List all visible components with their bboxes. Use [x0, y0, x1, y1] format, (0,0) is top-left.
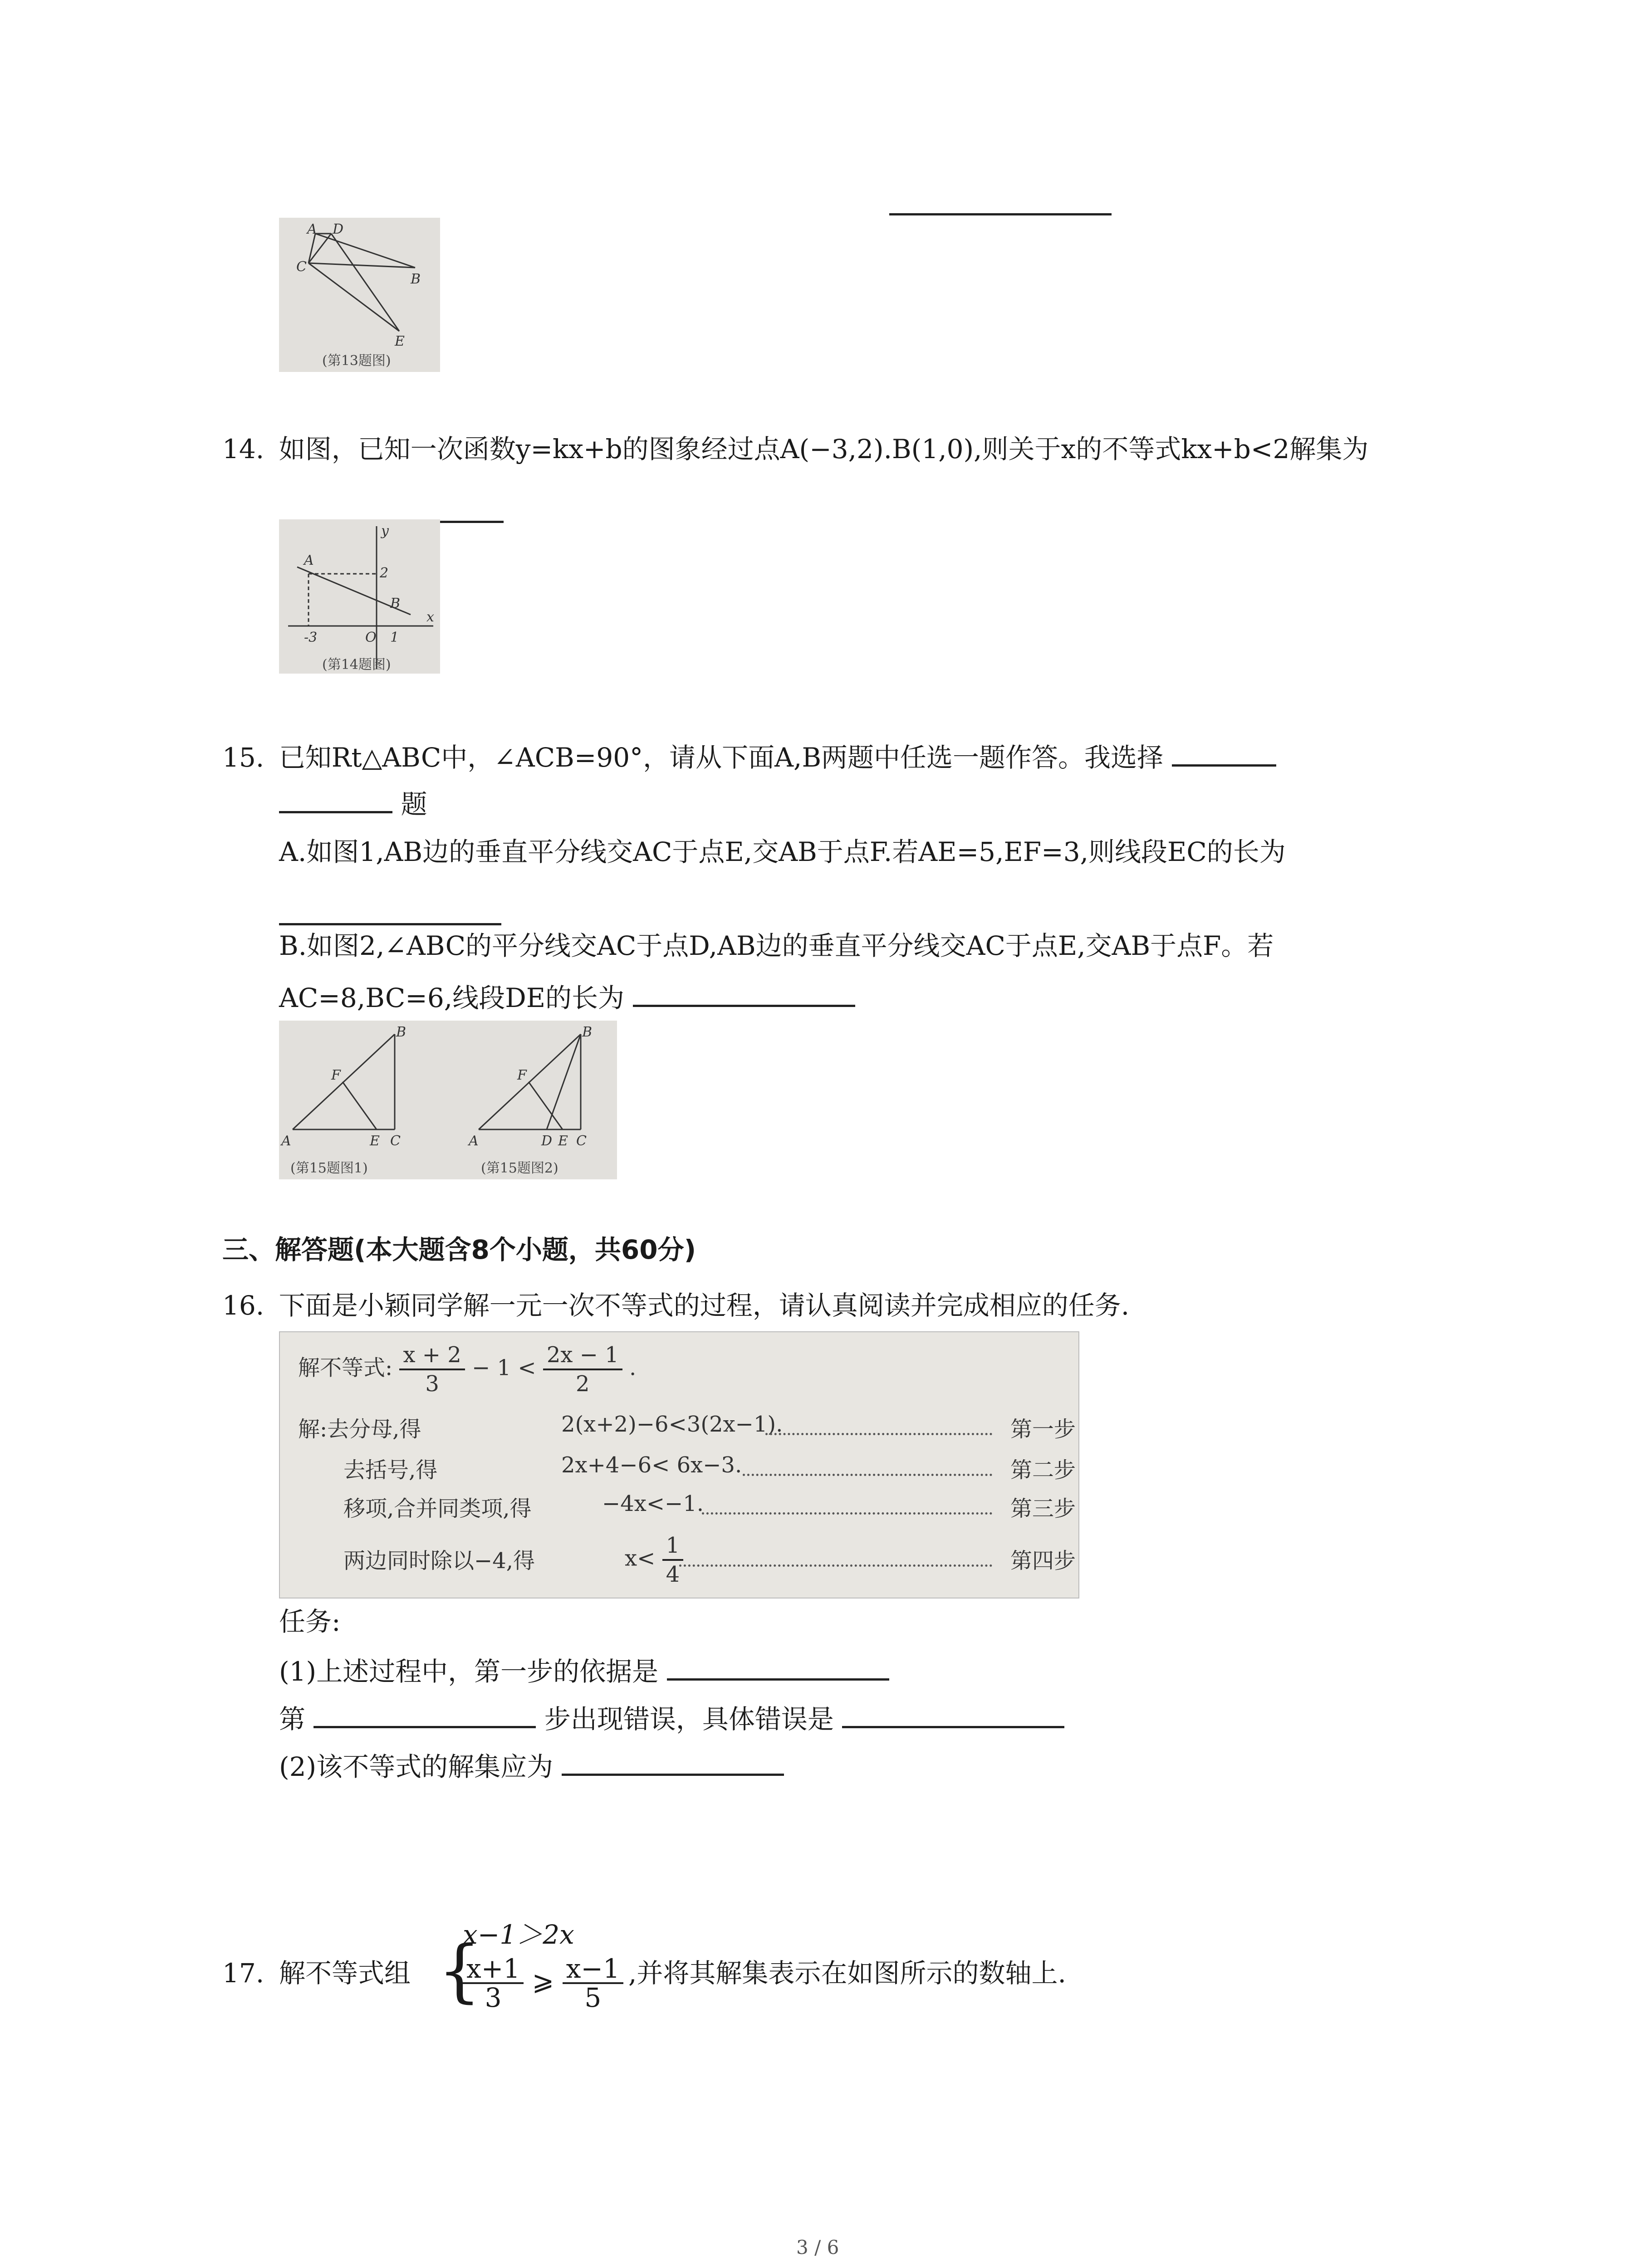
q16-step2-dots — [743, 1474, 992, 1476]
q16-step4-expr-wrap — [625, 1532, 683, 1588]
q15-part-b-line1: B.如图2,∠ABC的平分线交AC于点D,AB边的垂直平分线交AC于点E,交AB于点F。若 — [279, 930, 1274, 961]
q16-step4-frac-num: 1 — [662, 1532, 684, 1561]
q16-frac1-num: x + 2 — [399, 1341, 465, 1370]
q16-step4-frac-den: 4 — [666, 1562, 680, 1587]
q16-step4-label: 两边同时除以−4,得 — [343, 1548, 535, 1574]
q15-diagrams — [279, 1021, 617, 1179]
q16-step2-expr: 2x+4−6< 6x−3. — [561, 1452, 742, 1478]
q16-step1-dots — [765, 1433, 992, 1435]
q16-frac1 — [399, 1341, 465, 1398]
q14-number: 14. — [222, 434, 265, 464]
q13-caption: (第13题图) — [322, 353, 391, 369]
q17-ineq2-left-den: 3 — [485, 1982, 502, 2013]
q13-label-e: E — [395, 333, 405, 349]
q17-ineq2-left-num: x+1 — [463, 1955, 524, 1984]
q15-fig2-label-b: B — [582, 1024, 593, 1040]
q15-fig1-label-c: C — [390, 1133, 401, 1149]
q15-fig1-label-a: A — [281, 1133, 291, 1149]
q14-label-2: 2 — [380, 565, 389, 581]
q16-step4-dots — [679, 1564, 992, 1567]
q13-figure — [279, 218, 440, 372]
q14-label-1: 1 — [390, 630, 399, 645]
q15-part-a-blank[interactable] — [279, 923, 501, 925]
q13-diagram — [279, 218, 440, 372]
q13-label-d: D — [333, 221, 344, 237]
q17-ineq2-op: ⩾ — [532, 1965, 554, 1997]
q15-part-b-blank[interactable] — [633, 978, 855, 1007]
q16-task1-b-blank-step[interactable] — [314, 1699, 536, 1728]
q16-task1-b-mid: 步出现错误，具体错误是 — [544, 1704, 834, 1735]
q16-step3-label: 移项,合并同类项,得 — [343, 1496, 532, 1521]
q16-frac2 — [543, 1341, 622, 1398]
q16-step1-step: 第一步 — [1010, 1417, 1076, 1442]
q14-answer-blank[interactable] — [440, 521, 504, 523]
top-answer-blank[interactable] — [889, 213, 1112, 215]
q16-task1-a-text: (1)上述过程中，第一步的依据是 — [279, 1656, 659, 1687]
q16-task1-b-prefix: 第 — [279, 1704, 306, 1735]
q16-step1-label: 解:去分母,得 — [298, 1417, 421, 1442]
q14-label-b: B — [390, 596, 401, 611]
q17-ineq2-right-num: x−1 — [563, 1955, 623, 1984]
q15-part-b-line2 — [279, 978, 855, 1016]
q16-question — [222, 1287, 1129, 1324]
q14-graph — [279, 519, 440, 674]
q16-step3-step: 第三步 — [1010, 1496, 1076, 1521]
q17-ineq2-right-den: 5 — [584, 1982, 602, 2013]
q15-line1 — [222, 737, 1276, 776]
q15-part-a: A.如图1,AB边的垂直平分线交AC于点E,交AB于点F.若AE=5,EF=3,则线段EC的长为 — [279, 836, 1286, 867]
q16-step4-frac — [662, 1532, 684, 1588]
q14-label-x: x — [426, 609, 434, 625]
q16-text: 下面是小颖同学解一元一次不等式的过程，请认真阅读并完成相应的任务. — [279, 1290, 1130, 1321]
q16-step3-dots — [702, 1512, 992, 1515]
q16-task1-b-blank-error[interactable] — [842, 1699, 1064, 1728]
q16-minus-one: − 1 < — [472, 1355, 536, 1381]
q15-choice-blank-a[interactable] — [1172, 737, 1276, 767]
q15-part-b-text2: AC=8,BC=6,线段DE的长为 — [279, 982, 625, 1013]
q16-problem — [298, 1341, 636, 1398]
q15-fig1-label-e: E — [370, 1133, 380, 1149]
q16-step4-expr: x< — [625, 1545, 656, 1571]
q16-task2-blank[interactable] — [562, 1746, 784, 1776]
q16-task2-text: (2)该不等式的解集应为 — [279, 1751, 554, 1782]
q17-ineq2 — [463, 1955, 623, 2011]
q15-figures — [279, 1021, 617, 1179]
q15-fig1-label-b: B — [396, 1024, 407, 1040]
q15-choice-blank-b[interactable] — [279, 784, 392, 813]
q17-brace: { — [438, 1931, 481, 2010]
q14-label-o: O — [365, 630, 377, 645]
q15-line2-suffix: 题 — [401, 789, 427, 820]
q16-task-title: 任务: — [279, 1606, 341, 1637]
q16-frac2-num: 2x − 1 — [543, 1341, 622, 1370]
q16-step2-step: 第二步 — [1010, 1457, 1076, 1483]
q15-fig2-label-c: C — [576, 1133, 587, 1149]
q16-task1-b — [279, 1699, 1064, 1737]
q14-label-y: y — [381, 523, 389, 539]
q13-label-c: C — [296, 259, 307, 275]
q14-question — [222, 431, 1368, 467]
q16-solution-box — [279, 1331, 1079, 1598]
section-3-title: 三、解答题(本大题含8个小题，共60分) — [222, 1234, 696, 1265]
q15-fig2-label-e: E — [558, 1133, 568, 1149]
q16-step4-step: 第四步 — [1010, 1548, 1076, 1574]
q16-step1-expr: 2(x+2)−6<3(2x−1). — [561, 1412, 783, 1437]
q16-frac1-den: 3 — [425, 1371, 439, 1397]
q16-problem-prefix: 解不等式: — [298, 1355, 393, 1381]
q15-fig2-label-f: F — [517, 1067, 527, 1083]
q16-number: 16. — [222, 1290, 265, 1321]
q14-label-a: A — [304, 552, 314, 568]
q15-fig1-label-f: F — [331, 1067, 341, 1083]
q17-ineq1: x−1＞2x — [463, 1919, 574, 1950]
q15-number: 15. — [222, 742, 265, 773]
q15-caption-1: (第15题图1) — [290, 1160, 368, 1176]
q17-suffix: ,并将其解集表示在如图所示的数轴上. — [628, 1958, 1066, 1989]
q16-frac2-den: 2 — [576, 1371, 590, 1397]
q13-label-a: A — [307, 221, 317, 237]
q16-task1-a — [279, 1651, 889, 1690]
q15-fig2-label-a: A — [469, 1133, 479, 1149]
q16-period: . — [629, 1355, 637, 1381]
q16-step3-expr: −4x<−1. — [602, 1491, 704, 1516]
q17-ineq2-left — [463, 1955, 524, 2011]
q15-line2 — [279, 784, 427, 822]
q17-ineq2-right — [563, 1955, 623, 2011]
q14-figure — [279, 519, 440, 674]
q16-task2 — [279, 1746, 784, 1785]
q17-number: 17. — [222, 1958, 265, 1989]
q13-label-b: B — [411, 271, 421, 287]
q15-caption-2: (第15题图2) — [481, 1160, 558, 1176]
q16-task1-a-blank[interactable] — [667, 1651, 889, 1681]
q15-fig2-label-d: D — [541, 1133, 553, 1149]
q14-label-neg3: -3 — [304, 630, 318, 645]
q16-step2-label: 去括号,得 — [343, 1457, 438, 1483]
q14-caption: (第14题图) — [322, 657, 391, 673]
q17-prefix: 解不等式组 — [279, 1958, 411, 1989]
q14-text: 如图，已知一次函数y=kx+b的图象经过点A(−3,2).B(1,0),则关于x的不等式kx+b<2解集为 — [279, 434, 1369, 464]
q15-text1: 已知Rt△ABC中，∠ACB=90°，请从下面A,B两题中任选一题作答。我选择 — [279, 742, 1164, 773]
page-number: 3 / 6 — [796, 2236, 839, 2258]
